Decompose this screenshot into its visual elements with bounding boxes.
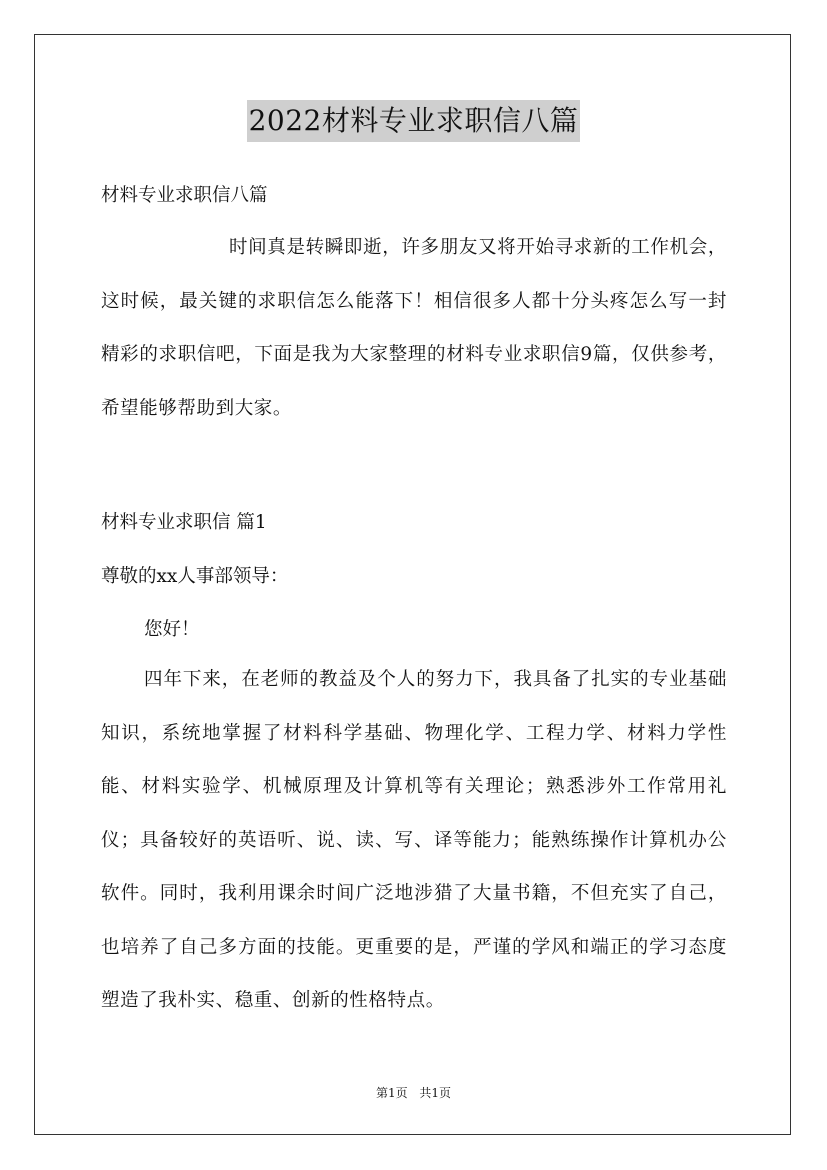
title-container <box>0 100 827 142</box>
page-footer <box>0 1084 827 1101</box>
intro-paragraph: 时间真是转瞬即逝，许多朋友又将开始寻求新的工作机会，这时候，最关键的求职信怎么能落下！相信很多人都十分头疼怎么写一封精彩的求职信吧，下面是我为大家整理的材料专业求职信9篇，仅供参考，希望能够帮助到大家。 <box>101 237 727 419</box>
greeting: 您好！ <box>144 619 200 640</box>
document-title: 2022材料专业求职信八篇 <box>247 100 581 142</box>
body-paragraph-1: 四年下来，在老师的教益及个人的努力下，我具备了扎实的专业基础知识，系统地掌握了材料科学基础、物理化学、工程力学、材料力学性能、材料实验学、机械原理及计算机等有关理论；熟悉涉外工作常用礼仪；具备较好的英语听、说、读、写、译等能力；能熟练操作计算机办公软件。同时，我利用课余时间广泛地涉猎了大量书籍，不但充实了自己，也培养了自己多方面的技能。更重要的是，严谨的学风和端正的学习态度塑造了我朴实、稳重、创新的性格特点。 <box>101 669 727 1011</box>
section-heading: 材料专业求职信 篇1 <box>101 512 267 533</box>
salutation: 尊敬的xx人事部领导： <box>101 566 289 587</box>
page-total: 共1页 <box>419 1086 452 1100</box>
page-number: 第1页 <box>375 1086 408 1100</box>
document-subtitle: 材料专业求职信八篇 <box>101 185 268 206</box>
